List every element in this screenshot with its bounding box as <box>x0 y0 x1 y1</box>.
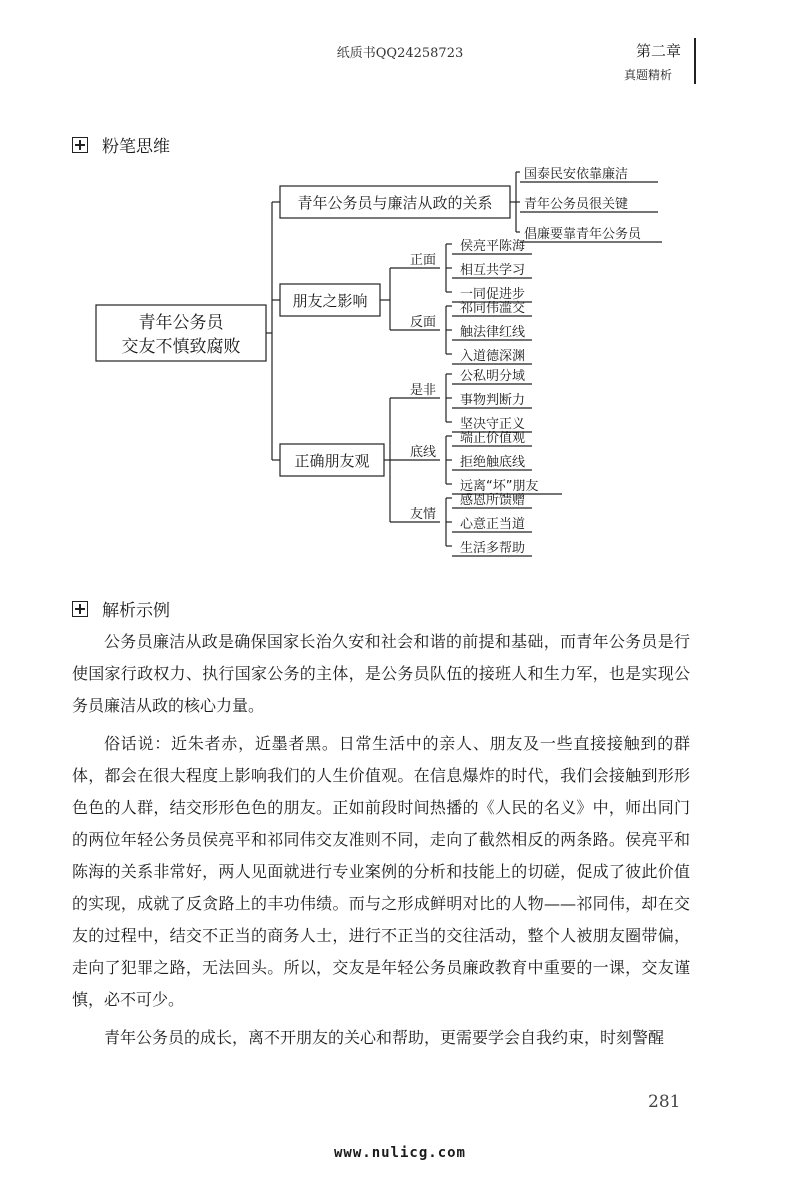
mindmap-root-line-1: 青年公务员 <box>138 313 224 333</box>
leaf-positive-1: 侯亮平陈海 <box>460 239 526 254</box>
branch-label-friend-influence: 朋友之影响 <box>292 292 368 310</box>
leaf-right-wrong-2: 事物判断力 <box>460 393 526 408</box>
sub-label-positive: 正面 <box>410 253 437 268</box>
header-rule <box>694 38 696 84</box>
section-title-mindmap: 粉笔思维 <box>102 137 170 157</box>
sub-label-right-wrong: 是非 <box>410 383 437 398</box>
leaf-negative-3: 入道德深渊 <box>460 349 526 364</box>
leaf-relation-1: 国泰民安依靠廉洁 <box>524 167 629 182</box>
sub-label-friendship: 友情 <box>410 507 437 522</box>
leaf-negative-2: 触法律红线 <box>460 325 526 340</box>
chapter-subtitle: 真题精析 <box>624 68 673 82</box>
leaf-right-wrong-1: 公私明分域 <box>460 369 526 384</box>
sub-label-negative: 反面 <box>410 315 437 330</box>
chapter-title: 第二章 <box>636 42 682 60</box>
branch-label-correct-view: 正确朋友观 <box>294 452 370 470</box>
paragraph-1: 公务员廉洁从政是确保国家长治久安和社会和谐的前提和基础，而青年公务员是行使国家行政权力、执行国家公务的主体，是公务员队伍的接班人和生力军，也是实现公务员廉洁从政的核心力量。 <box>72 632 690 715</box>
sub-label-bottom-line: 底线 <box>410 445 437 460</box>
mindmap-root-line-2: 交友不慎致腐败 <box>121 337 241 357</box>
section-title-analysis: 解析示例 <box>102 601 170 621</box>
leaf-relation-3: 倡廉要靠青年公务员 <box>524 227 642 242</box>
page-number: 281 <box>648 1092 681 1112</box>
leaf-positive-3: 一同促进步 <box>460 287 526 302</box>
branch-label-relation: 青年公务员与廉洁从政的关系 <box>297 194 493 212</box>
footer-url: www.nulicg.com <box>333 1145 466 1161</box>
leaf-bottom-line-2: 拒绝触底线 <box>460 455 526 470</box>
leaf-friendship-1: 感恩所馈赠 <box>460 493 526 508</box>
leaf-right-wrong-3: 坚决守正义 <box>460 417 526 432</box>
leaf-relation-2: 青年公务员很关键 <box>524 197 629 212</box>
leaf-bottom-line-1: 端正价值观 <box>460 431 526 446</box>
leaf-negative-1: 祁同伟滥交 <box>460 301 526 316</box>
mind-map-diagram <box>80 150 680 560</box>
section-icon-analysis <box>72 601 88 617</box>
paragraph-3: 青年公务员的成长，离不开朋友的关心和帮助，更需要学会自我约束，时刻警醒 <box>104 1028 665 1047</box>
leaf-positive-2: 相互共学习 <box>460 263 526 278</box>
header-source-text: 纸质书QQ24258723 <box>336 46 464 61</box>
analysis-body <box>72 626 690 1060</box>
leaf-friendship-2: 心意正当道 <box>460 517 526 532</box>
paragraph-2: 俗话说：近朱者赤，近墨者黑。日常生活中的亲人、朋友及一些直接接触到的群体，都会在很大程度上影响我们的人生价值观。在信息爆炸的时代，我们会接触到形形色色的人群，结交形形色色的朋友。正如前段时间热播的《人民的名义》中，师出同门的两位年轻公务员侯亮平和祁同伟交友准则不同，走向了截然相反的两条路。侯亮平和陈海的关系非常好，两人见面就进行专业案例的分析和技能上的切磋，促成了彼此价值的实现，成就了反贪路上的丰功伟绩。而与之形成鲜明对比的人物——祁同伟，却在交友的过程中，结交不正当的商务人士，进行不正当的交往活动，整个人被朋友圈带偏，走向了犯罪之路，无法回头。所以，交友是年轻公务员廉政教育中重要的一课，交友谨慎，必不可少。 <box>72 734 690 1009</box>
leaf-bottom-line-3: 远离“坏”朋友 <box>460 479 539 494</box>
leaf-friendship-3: 生活多帮助 <box>460 541 526 556</box>
